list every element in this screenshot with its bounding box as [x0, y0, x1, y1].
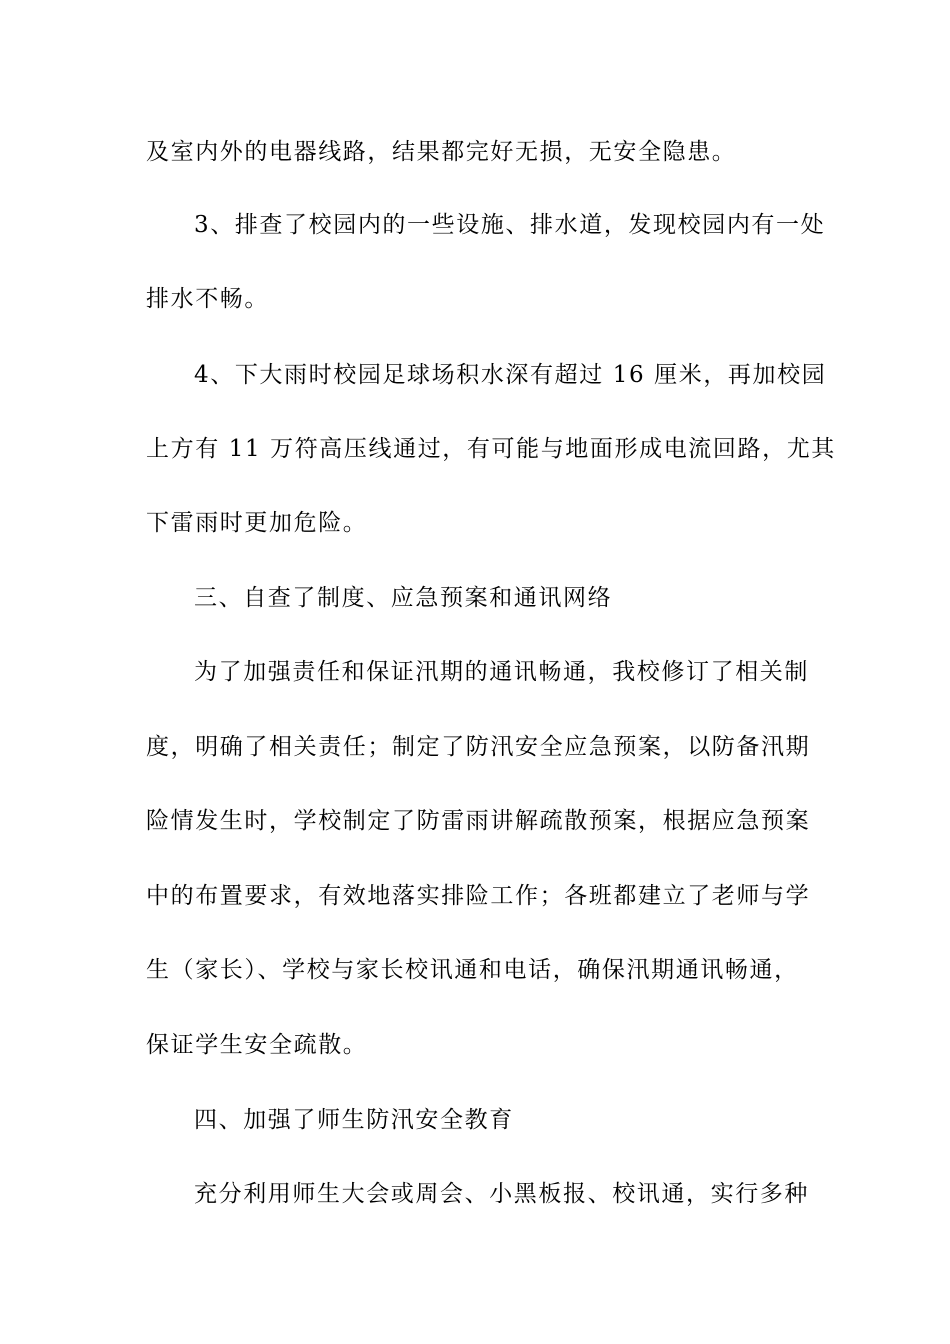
text-line: 险情发生时，学校制定了防雷雨讲解疏散预案，根据应急预案 — [146, 808, 811, 834]
text-line: 度，明确了相关责任；制定了防汛安全应急预案，以防备汛期 — [146, 734, 811, 760]
text-line: 充分利用师生大会或周会、小黑板报、校讯通，实行多种 — [194, 1181, 809, 1207]
text-line: 生（家长）、学校与家长校讯通和电话，确保汛期通讯畅通， — [146, 957, 799, 983]
text-line: 4、下大雨时校园足球场积水深有超过 16 厘米，再加校园 — [194, 362, 827, 388]
text-line: 保证学生安全疏散。 — [146, 1032, 368, 1058]
text-line: 下雷雨时更加危险。 — [146, 510, 368, 536]
section-heading: 四、加强了师生防汛安全教育 — [194, 1107, 514, 1133]
text-line: 排水不畅。 — [146, 286, 269, 312]
text-line: 上方有 11 万符高压线通过，有可能与地面形成电流回路，尤其 — [146, 436, 836, 462]
text-line: 3、排查了校园内的一些设施、排水道，发现校园内有一处 — [194, 212, 826, 238]
text-line: 为了加强责任和保证汛期的通讯畅通，我校修订了相关制 — [194, 659, 809, 685]
text-line: 及室内外的电器线路，结果都完好无损，无安全隐患。 — [146, 139, 737, 165]
section-heading: 三、自查了制度、应急预案和通讯网络 — [194, 585, 613, 611]
text-line: 中的布置要求，有效地落实排险工作；各班都建立了老师与学 — [146, 883, 811, 909]
